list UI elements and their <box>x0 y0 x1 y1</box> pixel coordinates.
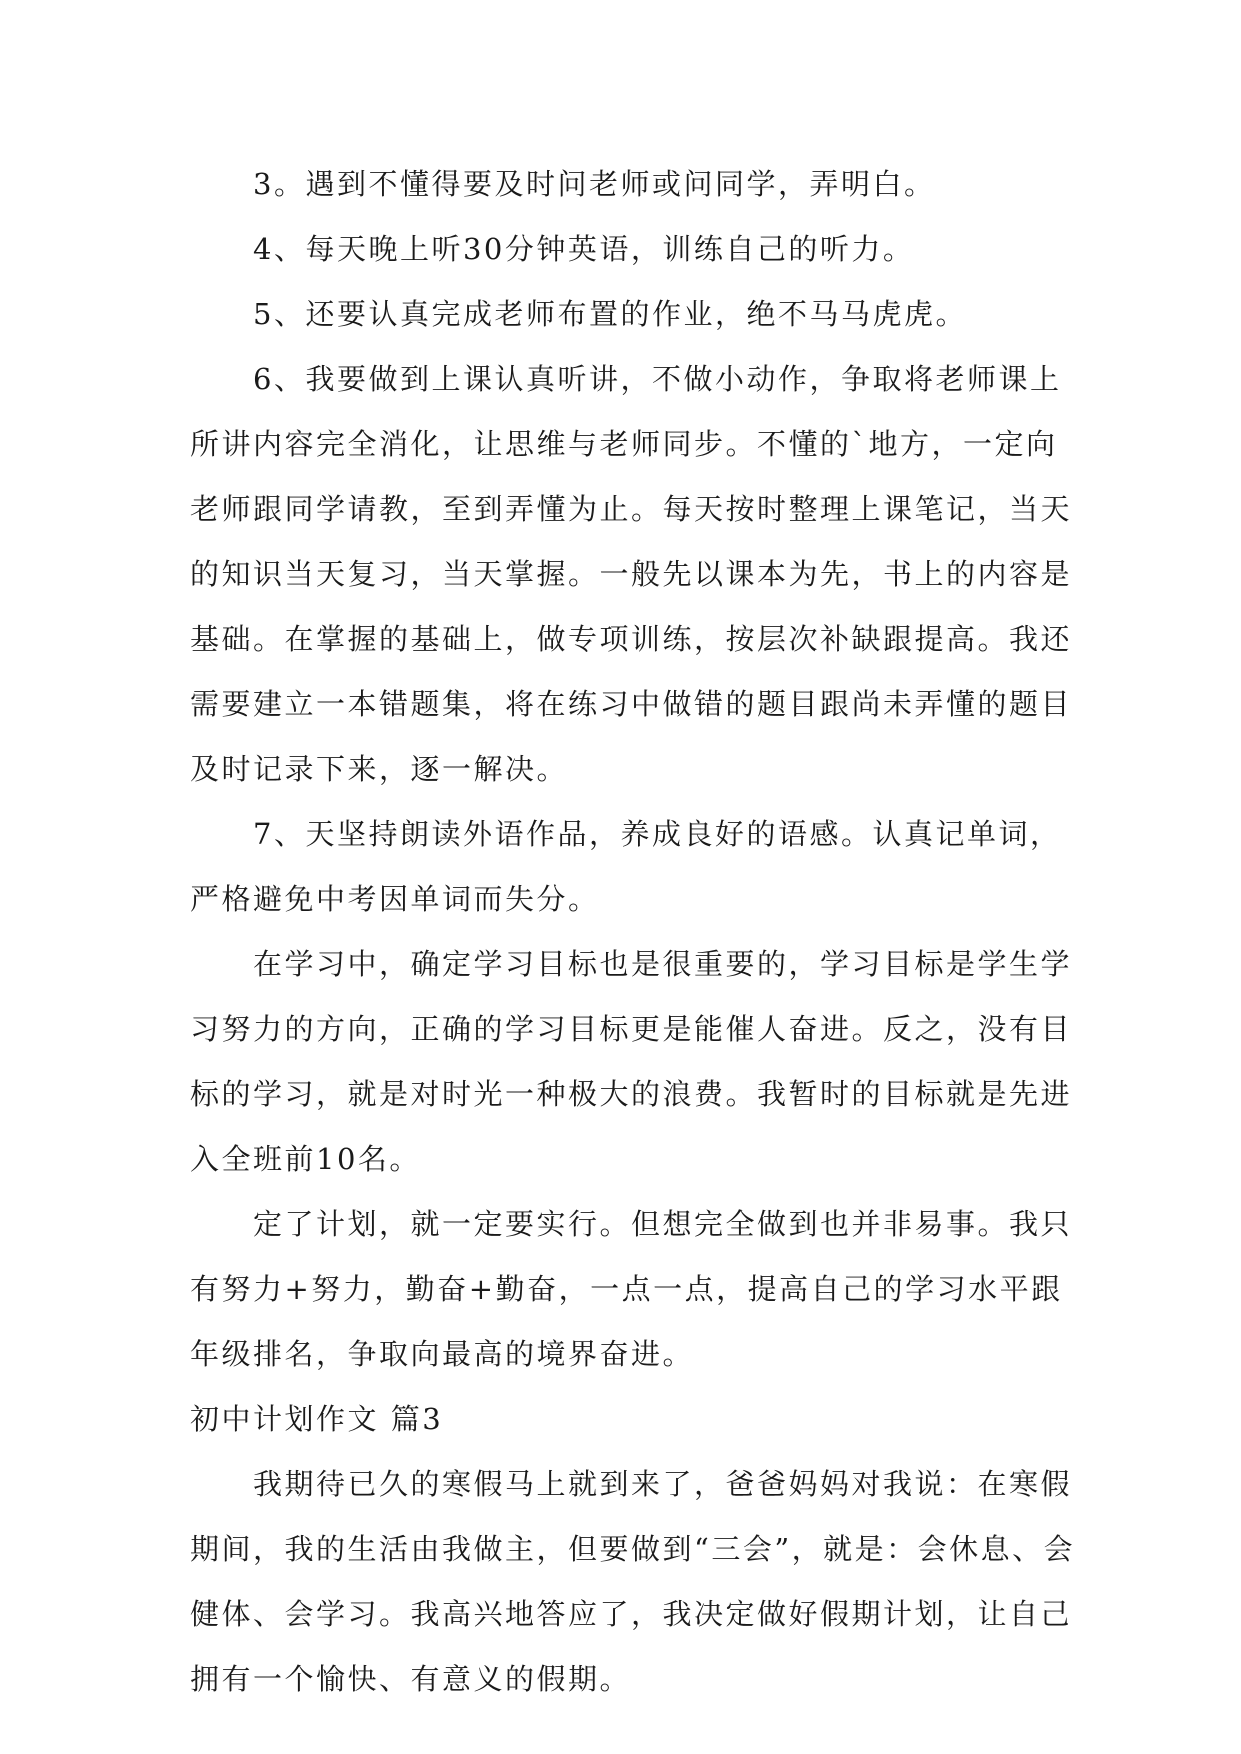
paragraph-winter-vacation: 我期待已久的寒假马上就到来了，爸爸妈妈对我说：在寒假期间，我的生活由我做主，但要做到“三会”，就是：会休息、会健体、会学习。我高兴地答应了，我决定做好假期计划，让自己拥有一个愉快、有意义的假期。 <box>190 1467 1076 1696</box>
paragraph-item-3: 3。遇到不懂得要及时问老师或问同学，弄明白。 <box>253 167 936 201</box>
paragraph-item-7: 7、天坚持朗读外语作品，养成良好的语感。认真记单词，严格避免中考因单词而失分。 <box>190 817 1062 916</box>
paragraph-item-6: 6、我要做到上课认真听讲，不做小动作，争取将老师课上所讲内容完全消化，让思维与老师同步。不懂的`地方，一定向老师跟同学请教，至到弄懂为止。每天按时整理上课笔记，当天的知识当天复习，当天掌握。一般先以课本为先，书上的内容是基础。在掌握的基础上，做专项训练，按层次补缺跟提高。我还需要建立一本错题集，将在练习中做错的题目跟尚未弄懂的题目及时记录下来，逐一解决。 <box>190 362 1073 786</box>
paragraph-learning-goals: 在学习中，确定学习目标也是很重要的，学习目标是学生学习努力的方向，正确的学习目标更是能催人奋进。反之，没有目标的学习，就是对时光一种极大的浪费。我暂时的目标就是先进入全班前10名。 <box>190 947 1073 1176</box>
paragraph-item-4: 4、每天晚上听30分钟英语，训练自己的听力。 <box>253 232 915 266</box>
section-heading: 初中计划作文 篇3 <box>190 1402 444 1436</box>
paragraph-execute-plan: 定了计划，就一定要实行。但想完全做到也并非易事。我只有努力+努力，勤奋+勤奋，一点一点，提高自己的学习水平跟年级排名，争取向最高的境界奋进。 <box>190 1207 1073 1371</box>
paragraph-item-5: 5、还要认真完成老师布置的作业，绝不马马虎虎。 <box>253 297 967 331</box>
document-body <box>190 152 1080 1712</box>
